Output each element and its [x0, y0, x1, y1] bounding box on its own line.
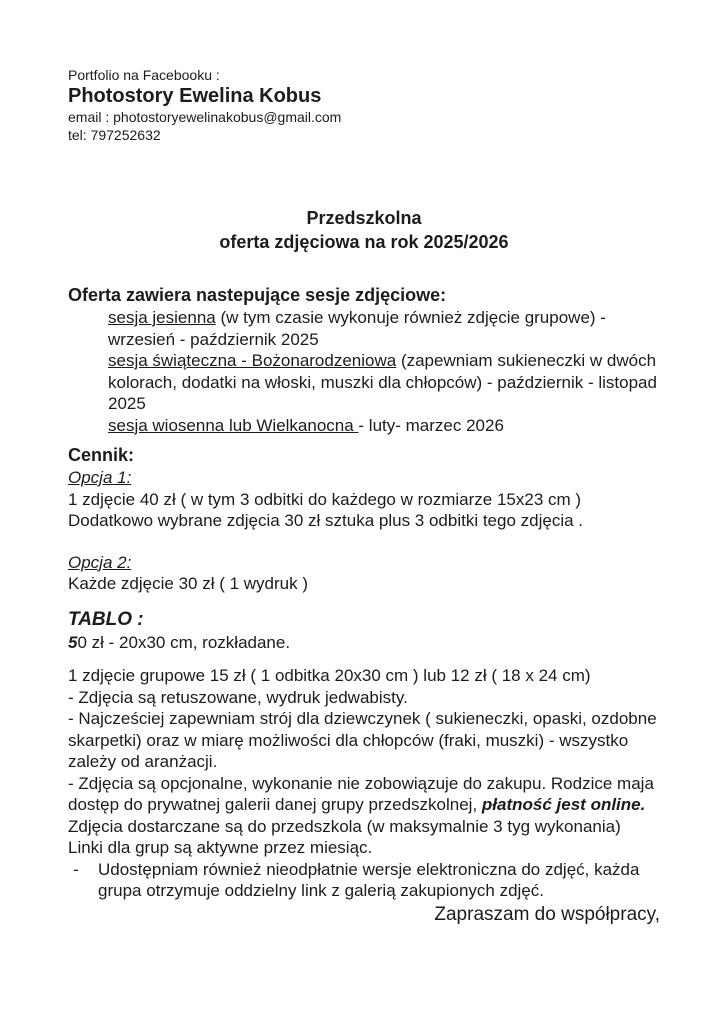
offer-list [68, 307, 660, 436]
pricing-section [68, 444, 660, 653]
closing-line: Zapraszam do współpracy, [434, 903, 660, 925]
bullet-text: Udostępniam również nieodpłatnie wersje elektroniczna do zdjęć, każda grupa otrzymuje oddzielny link z galerią zakupionych zdjęć. [98, 859, 640, 900]
group-photo-price-line: 1 zdjęcie grupowe 15 zł ( 1 odbitka 20x30 cm ) lub 12 zł ( 18 x 24 cm) [68, 666, 591, 685]
tablo-section [68, 607, 660, 654]
tablo-heading: TABLO : [68, 608, 144, 630]
offer-item-text: (w tym czasie wykonuje również zdjęcie grupowe) - wrzesień - październik 2025 [108, 308, 606, 349]
pricing-option-2 [68, 552, 660, 595]
retouch-note: - Zdjęcia są retuszowane, wydruk jedwabisty. [68, 687, 408, 707]
bullet-dash: - [73, 859, 79, 879]
tablo-price-line [68, 632, 660, 654]
tablo-price-rest: 0 zł - 20x30 cm, rozkładane. [77, 632, 291, 652]
offer-item-lead: sesja świąteczna - Bożonarodzeniowa [108, 351, 397, 370]
outfits-note: - Najcześciej zapewniam strój dla dziewczynek ( sukieneczki, opaski, ozdobne skarpetki) oraz w miarę możliwości dla chłopców (fraki, muszki) - wszystko zależy od aranżacji. [68, 709, 657, 771]
links-note: Linki dla grup są aktywne przez miesiąc. [68, 838, 373, 857]
electronic-versions-bullet [68, 859, 660, 902]
option2-line: Każde zdjęcie 30 zł ( 1 wydruk ) [68, 574, 308, 593]
portfolio-label: Portfolio na Facebooku : [68, 67, 220, 83]
pricing-option-1 [68, 467, 660, 532]
title-line-1: Przedszkolna [306, 208, 422, 228]
offer-heading: Oferta zawiera nastepujące sesje zdjęciowe: [68, 285, 447, 305]
document-title [68, 206, 660, 254]
offer-item-lead: sesja jesienna [108, 308, 216, 327]
option1-label: Opcja 1: [68, 468, 132, 487]
offer-item-lead: sesja wiosenna lub Wielkanocna [108, 415, 359, 435]
option2-label: Opcja 2: [68, 552, 132, 572]
tablo-price-lead: 5 [68, 632, 78, 652]
option1-line-1: 1 zdjęcie 40 zł ( w tym 3 odbitki do każdego w rozmiarze 15x23 cm ) [68, 489, 582, 509]
option1-line-2: Dodatkowo wybrane zdjęcia 30 zł sztuka plus 3 odbitki tego zdjęcia . [68, 511, 584, 530]
optional-note-pre: - Zdjęcia są opcjonalne, wykonanie nie zobowiązuje do zakupu. Rodzice maja dostęp do prywatnej galerii danej grupy przedszkolnej, [68, 773, 654, 814]
title-line-2: oferta zdjęciowa na rok 2025/2026 [219, 232, 509, 252]
email-text: email : photostoryewelinakobus@gmail.com [68, 109, 342, 125]
phone-text: tel: 797252632 [68, 127, 161, 143]
details-section [68, 665, 660, 902]
offer-item-text: - luty- marzec 2026 [358, 415, 504, 435]
offer-item-spring [108, 415, 660, 437]
offer-item-christmas [108, 350, 660, 415]
contact-header [68, 66, 660, 144]
optional-note-bold: płatność jest online. [481, 795, 646, 814]
pricing-heading: Cennik: [68, 445, 135, 465]
offer-item-text: (zapewniam sukieneczki w dwóch kolorach, dodatki na włoski, muszki dla chłopców) - październik - listopad 2025 [108, 351, 657, 413]
offer-section [68, 284, 660, 436]
offer-item-autumn [108, 307, 660, 350]
optional-note-post: Zdjęcia dostarczane są do przedszkola (w maksymalnie 3 tyg wykonania) [68, 816, 621, 836]
optional-note [68, 773, 660, 838]
business-name: Photostory Ewelina Kobus [68, 85, 322, 107]
